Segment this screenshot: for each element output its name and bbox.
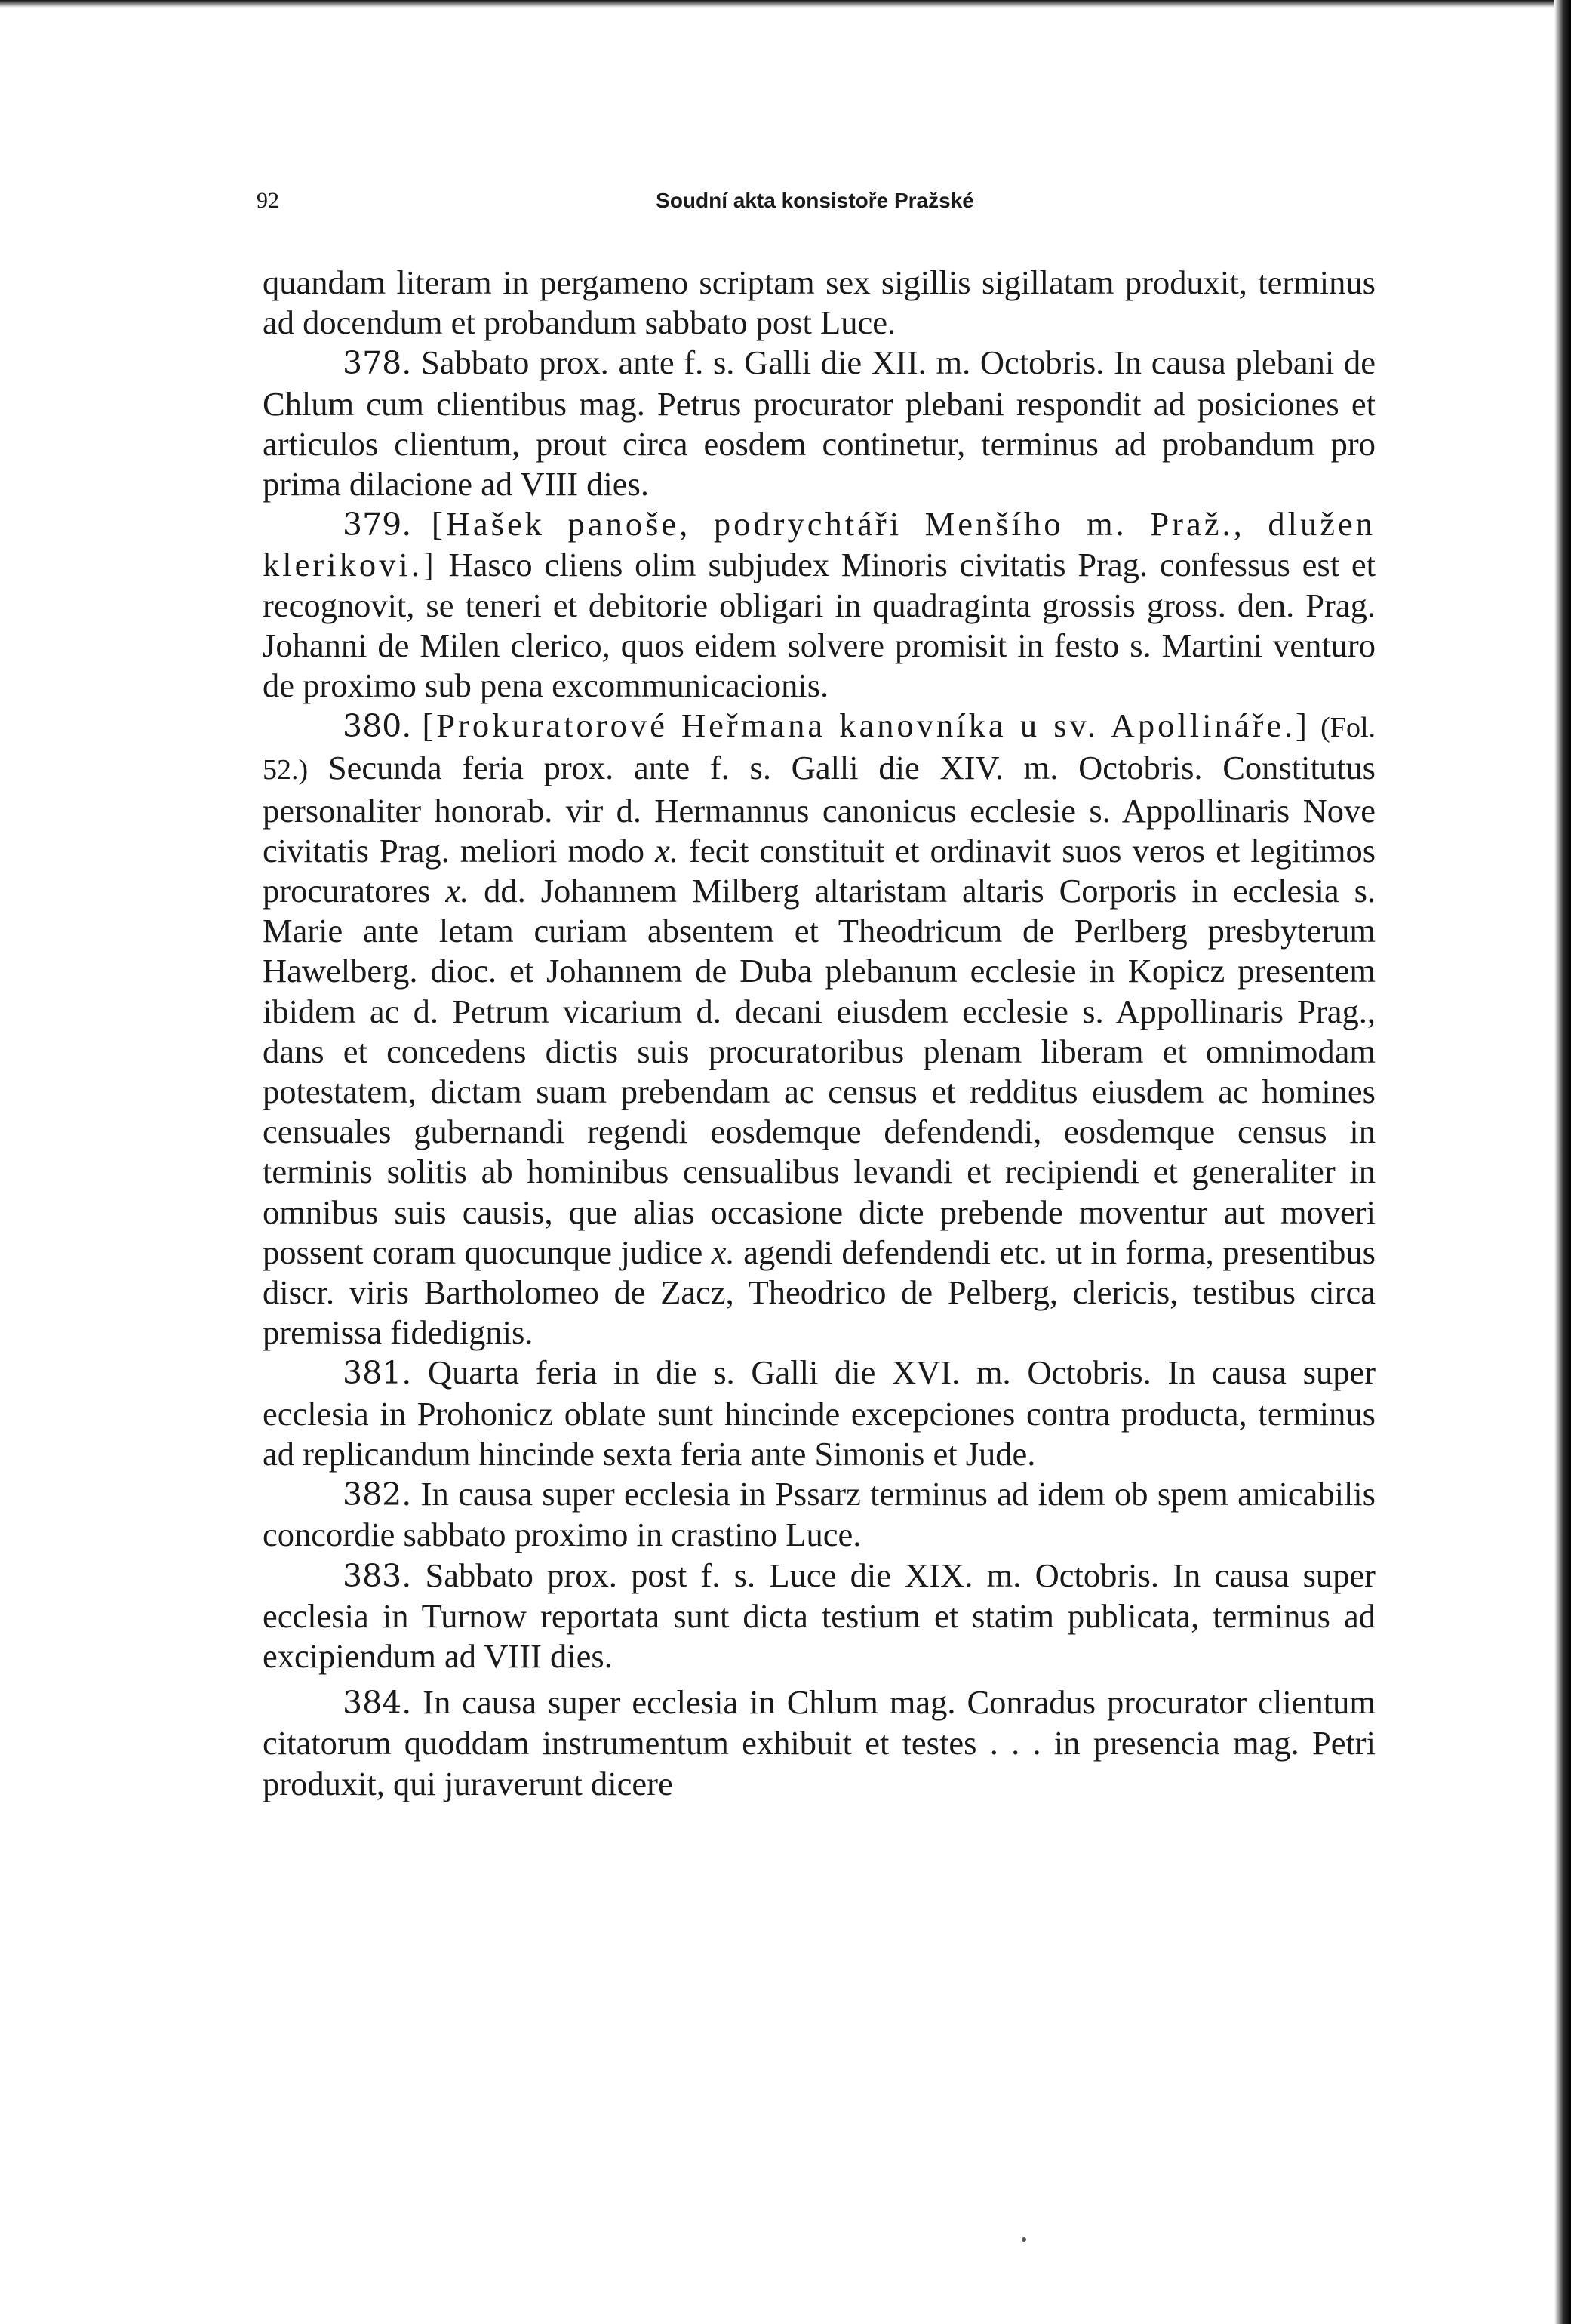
entry-heading: [Prokuratorové Heřmana kanovníka u sv. Apollináře.] [422, 706, 1311, 745]
entry-number: 381. [343, 1355, 412, 1392]
entry-number: 379. [343, 506, 412, 543]
entry-text: Sabbato prox. post f. s. Luce die XIX. m. Octobris. In causa super ecclesia in Turnow reportata sunt dicta testium et statim publicata, terminus ad excipiendum ad VIII dies. [263, 1556, 1376, 1675]
abbreviation-mark: x. [655, 831, 679, 870]
folio-reference: (Fol. 52.) [263, 712, 1376, 786]
text-body [263, 263, 1376, 1804]
entry-text: Quarta feria in die s. Galli die XVI. m. Octobris. In causa super ecclesia in Prohonicz oblate sunt hincinde excepciones contra producta, terminus ad replicandum hincinde sexta feria ante Simonis et Jude. [263, 1353, 1376, 1473]
entry-text-d: agendi defendendi etc. ut in forma, presentibus discr. viris Bartholomeo de Zacz, Theodrico de Pelberg, clericis, testibus circa premissa fidedignis. [263, 1233, 1376, 1352]
entry-380 [263, 706, 1376, 1353]
entry-383 [263, 1556, 1376, 1677]
entry-text: Hasco cliens olim subjudex Minoris civitatis Prag. confessus est et recognovit, se teneri et debitorie obligari in quadraginta grossis gross. den. Prag. Johanni de Milen clerico, quos eidem solvere promisit in festo s. Martini venturo de proximo sub pena excommunicacionis. [263, 546, 1376, 705]
entry-text-c: dd. Johannem Milberg altaristam altaris Corporis in ecclesia s. Marie ante letam curiam absentem et Theodricum de Perlberg presbyterum Hawelberg. dioc. et Johannem de Duba plebanum ecclesie in Kopicz presentem ibidem ac d. Petrum vicarium d. decani eiusdem ecclesie s. Appollinaris Prag., dans et concedens dictis suis procuratoribus plenam liberam et omnimodam potestatem, dictam suam prebendam ac census et redditus eiusdem ac homines censuales gubernandi regendi eosdemque defendendi, eosdemque census in terminis solitis ab hominibus censualibus levandi et recipiendi et generaliter in omnibus suis causis, que alias occasione dicte prebende moventur aut moveri possent coram quocunque judice [263, 872, 1376, 1271]
entry-382 [263, 1474, 1376, 1555]
entry-378 [263, 343, 1376, 504]
abbreviation-mark: x. [711, 1233, 735, 1271]
entry-heading: [Hašek panoše, podrychtáři Menšího m. Praž., dlužen klerikovi.] [263, 505, 1376, 584]
scan-top-edge [0, 0, 1571, 8]
paragraph-text: quandam literam in pergameno scriptam sex sigillis sigillatam produxit, terminus ad docendum et probandum sabbato post Luce. [263, 263, 1376, 342]
entry-number: 384. [343, 1685, 412, 1722]
entry-379 [263, 504, 1376, 706]
page-number: 92 [257, 188, 279, 213]
abbreviation-mark: x. [445, 872, 469, 910]
entry-number: 382. [343, 1476, 412, 1513]
entry-text: Sabbato prox. ante f. s. Galli die XII. m. Octobris. In causa plebani de Chlum cum clientibus mag. Petrus procurator plebani respondit ad posiciones et articulos clientum, prout circa eosdem continetur, terminus ad probandum pro prima dilacione ad VIII dies. [263, 343, 1376, 503]
entry-text: In causa super ecclesia in Pssarz terminus ad idem ob spem amicabilis concordie sabbato proximo in crastino Luce. [263, 1475, 1376, 1554]
scan-speck [1022, 2237, 1026, 2242]
scan-right-edge [1554, 0, 1571, 2324]
entry-381 [263, 1353, 1376, 1474]
entry-text-a: Secunda feria prox. ante f. s. Galli die XIV. m. Octobris. Constitutus personaliter honorab. vir d. Hermannus canonicus ecclesie s. Appollinaris Nove civitatis Prag. meliori modo [263, 749, 1376, 870]
entry-number: 383. [343, 1557, 412, 1594]
entry-number: 380. [343, 708, 412, 745]
entry-number: 378. [343, 345, 412, 382]
entry-384 [263, 1682, 1376, 1804]
entry-text: In causa super ecclesia in Chlum mag. Conradus procurator clientum citatorum quoddam instrumentum exhibuit et testes . . . in presencia mag. Petri produxit, qui juraverunt dicere [263, 1683, 1376, 1802]
paragraph-continuation [263, 263, 1376, 343]
entry-text-b: fecit constituit et ordinavit suos veros et legitimos procuratores [263, 831, 1376, 910]
running-title: Soudní akta konsistoře Pražské [656, 189, 974, 212]
running-head [257, 186, 1373, 216]
